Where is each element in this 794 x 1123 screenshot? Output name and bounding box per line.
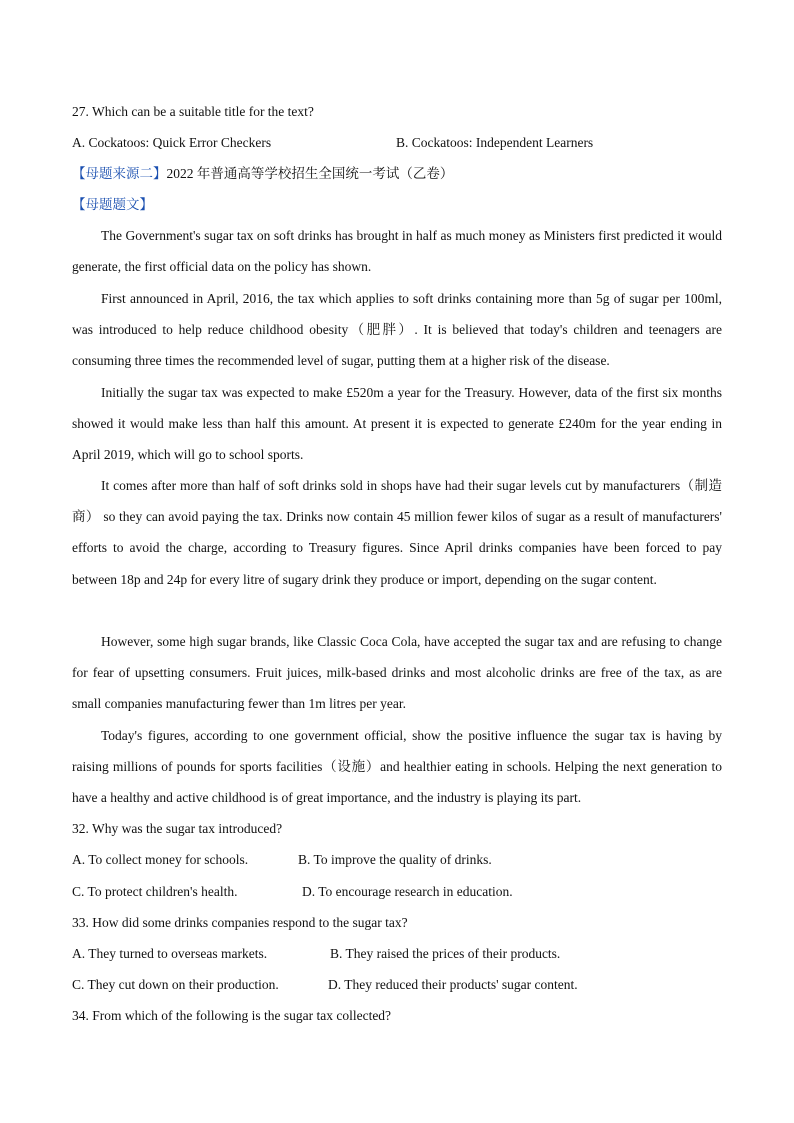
question-27-option-b: B. Cockatoos: Independent Learners (396, 135, 594, 150)
question-32-option-a: A. To collect money for schools. (72, 852, 249, 867)
question-27-option-a: A. Cockatoos: Quick Error Checkers (72, 135, 272, 150)
source-heading (72, 165, 453, 183)
question-33-option-c: C. They cut down on their production. (72, 977, 279, 992)
question-32-option-d: D. To encourage research in education. (302, 884, 513, 899)
passage-paragraph-2: First announced in April, 2016, the tax which applies to soft drinks containing more than 5g of sugar per 100ml, was introduced to help reduce childhood obesity（肥胖）. It is believed that today's children and teenagers are consuming three times the recommended level of sugar, putting them at a higher risk of the disease. (72, 291, 722, 369)
question-33-option-d: D. They reduced their products' sugar content. (328, 977, 578, 992)
question-33: 33. How did some drinks companies respond to the sugar tax? (72, 915, 408, 930)
passage-paragraph-6: Today's figures, according to one government official, show the positive influence the sugar tax is having by raising millions of pounds for sports facilities（设施）and healthier eating in schools. Helping the next generation to have a healthy and active childhood is of great importance, and the industry is playing its part. (72, 728, 722, 806)
question-33-option-b: B. They raised the prices of their products. (330, 946, 561, 961)
passage-paragraph-5: However, some high sugar brands, like Classic Coca Cola, have accepted the sugar tax and are refusing to change for fear of upsetting consumers. Fruit juices, milk-based drinks and most alcoholic drinks are free of the tax, as are small companies manufacturing fewer than 1m litres per year. (72, 634, 722, 712)
passage-paragraph-3: Initially the sugar tax was expected to make £520m a year for the Treasury. However, data of the first six months showed it would make less than half this amount. At present it is expected to generate £240m for the year ending in April 2019, which will go to school sports. (72, 385, 722, 463)
question-32-option-b: B. To improve the quality of drinks. (298, 852, 492, 867)
passage-paragraph-4: It comes after more than half of soft drinks sold in shops have had their sugar levels cut by manufacturers（制造商） so they can avoid paying the tax. Drinks now contain 45 million fewer kilos of sugar as a result of manufacturers' efforts to avoid the charge, according to Treasury figures. Since April drinks companies have been forced to pay between 18p and 24p for every litre of sugary drink they produce or import, depending on the sugar content. (72, 478, 722, 587)
question-34: 34. From which of the following is the sugar tax collected? (72, 1008, 392, 1023)
question-27: 27. Which can be a suitable title for the text? (72, 104, 314, 119)
question-32: 32. Why was the sugar tax introduced? (72, 821, 283, 836)
question-33-option-a: A. They turned to overseas markets. (72, 946, 268, 961)
question-32-option-c: C. To protect children's health. (72, 884, 238, 899)
source-text: 2022 年普通高等学校招生全国统一考试（乙卷） (166, 166, 454, 181)
passage-label: 【母题题文】 (72, 197, 153, 212)
passage-paragraph-1: The Government's sugar tax on soft drinks has brought in half as much money as Ministers first predicted it would generate, the first official data on the policy has shown. (72, 228, 722, 275)
source-label: 【母题来源二】 (72, 166, 167, 181)
